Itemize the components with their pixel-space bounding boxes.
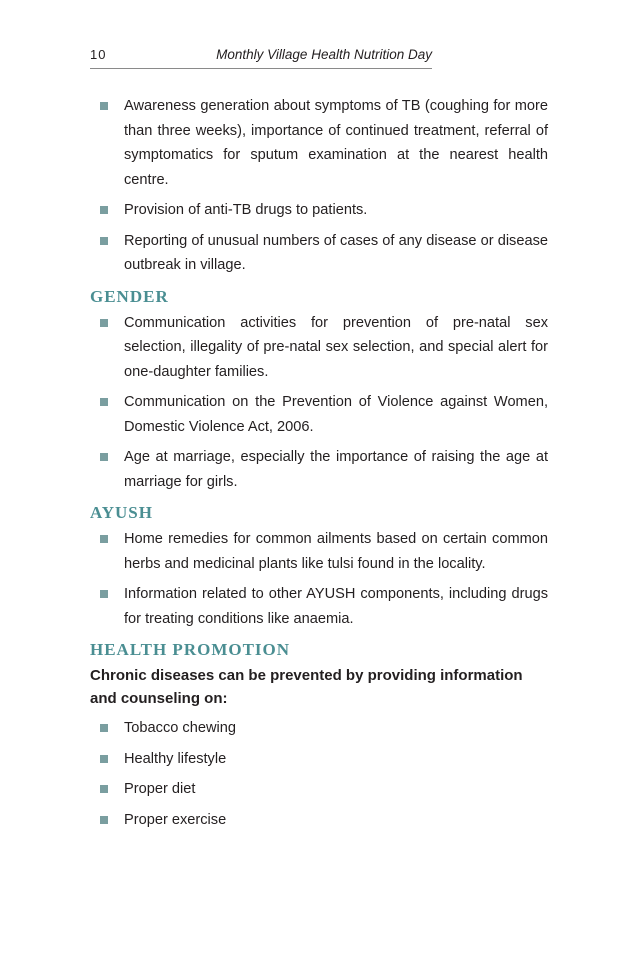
square-bullet-icon xyxy=(100,102,108,110)
list-item xyxy=(90,445,548,494)
list-item-text: Proper exercise xyxy=(124,811,227,828)
page-number: 10 xyxy=(90,47,107,62)
list-item xyxy=(90,777,548,802)
square-bullet-icon xyxy=(100,590,108,598)
list-item-text: Communication activities for prevention of pre-natal sex selection, illegality of pre-natal sex selection, and special alert for one-daughter families. xyxy=(124,314,548,380)
section-heading-health-promotion: HEALTH PROMOTION xyxy=(90,640,291,659)
list-item xyxy=(90,198,548,223)
square-bullet-icon xyxy=(100,237,108,245)
list-item-text: Awareness generation about symptoms of TB (coughing for more than three weeks), importance of continued treatment, referral of symptomatics for sputum examination at the nearest health centre. xyxy=(124,98,548,188)
list-item xyxy=(90,747,548,772)
health-promotion-bullet-list xyxy=(90,716,548,832)
section-heading-gender: GENDER xyxy=(90,286,169,306)
health-promotion-intro: Chronic diseases can be prevented by providing information and counseling on: xyxy=(90,667,523,707)
running-title: Monthly Village Health Nutrition Day xyxy=(216,47,432,62)
list-item-text: Age at marriage, especially the importance of raising the age at marriage for girls. xyxy=(124,449,548,490)
square-bullet-icon xyxy=(100,398,108,406)
list-item-text: Reporting of unusual numbers of cases of any disease or disease outbreak in village. xyxy=(124,232,548,273)
page-content xyxy=(90,94,548,838)
tb-bullet-list xyxy=(90,94,548,278)
list-item xyxy=(90,229,548,278)
square-bullet-icon xyxy=(100,816,108,824)
list-item-text: Healthy lifestyle xyxy=(124,750,227,767)
square-bullet-icon xyxy=(100,206,108,214)
square-bullet-icon xyxy=(100,724,108,732)
list-item xyxy=(90,94,548,192)
list-item xyxy=(90,390,548,439)
list-item-text: Tobacco chewing xyxy=(124,720,236,736)
list-item-text: Home remedies for common ailments based on certain common herbs and medicinal plants like tulsi found in the locality. xyxy=(124,531,548,572)
page-header xyxy=(90,46,432,69)
list-item xyxy=(90,808,548,833)
list-item xyxy=(90,527,548,576)
square-bullet-icon xyxy=(100,785,108,793)
ayush-bullet-list xyxy=(90,527,548,631)
square-bullet-icon xyxy=(100,453,108,461)
square-bullet-icon xyxy=(100,319,108,327)
square-bullet-icon xyxy=(100,755,108,763)
list-item xyxy=(90,716,548,741)
section-heading-ayush: AYUSH xyxy=(90,503,153,522)
list-item-text: Proper diet xyxy=(124,781,196,797)
list-item-text: Provision of anti-TB drugs to patients. xyxy=(124,202,368,218)
list-item-text: Communication on the Prevention of Violence against Women, Domestic Violence Act, 2006. xyxy=(124,394,548,435)
list-item xyxy=(90,582,548,631)
square-bullet-icon xyxy=(100,535,108,543)
gender-bullet-list xyxy=(90,311,548,495)
list-item xyxy=(90,311,548,385)
list-item-text: Information related to other AYUSH components, including drugs for treating conditions like anaemia. xyxy=(124,586,548,627)
